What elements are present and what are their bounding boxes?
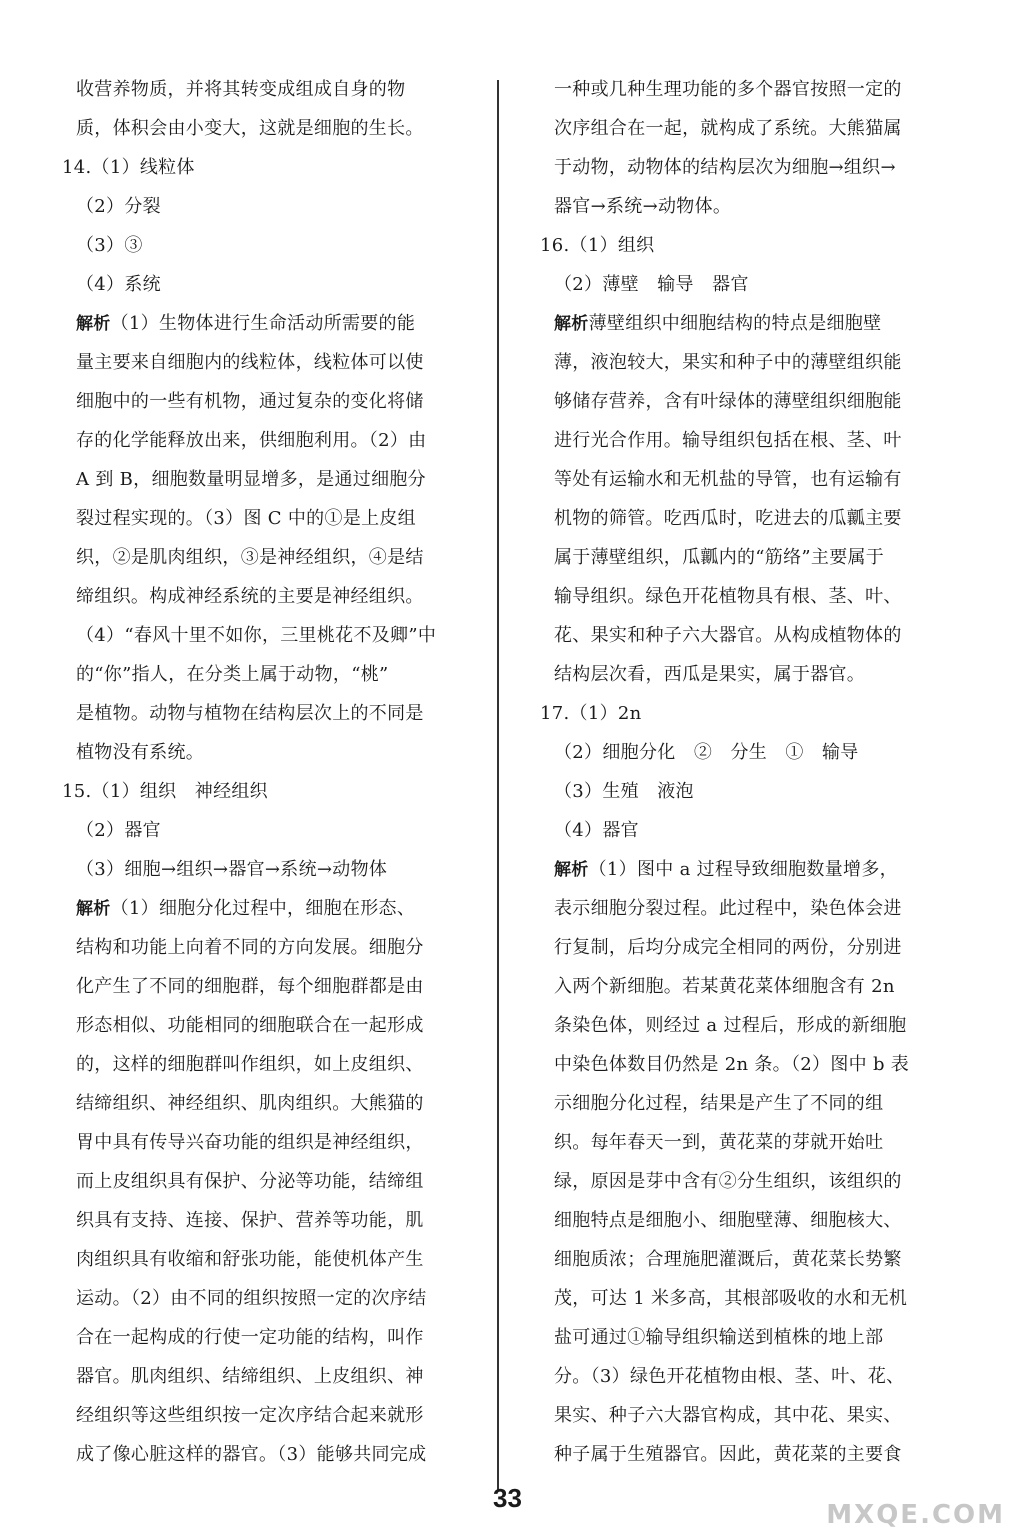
line-text: 花、果实和种子六大器官。从构成植物体的 — [554, 625, 902, 646]
line-text: A 到 B，细胞数量明显增多，是通过细胞分 — [76, 469, 426, 490]
text-line — [62, 226, 467, 265]
line-text: 器官。肌肉组织、结缔组织、上皮组织、神 — [76, 1366, 424, 1387]
text-line — [62, 1435, 467, 1474]
line-text: 盐可通过①输导组织输送到植株的地上部 — [554, 1327, 884, 1348]
line-text: 缔组织。构成神经系统的主要是神经组织。 — [76, 586, 424, 607]
text-line — [540, 655, 965, 694]
line-text: 合在一起构成的行使一定功能的结构，叫作 — [76, 1327, 424, 1348]
text-line — [62, 265, 467, 304]
line-text: 于动物，动物体的结构层次为细胞→组织→ — [554, 157, 896, 178]
line-text: 织具有支持、连接、保护、营养等功能，肌 — [76, 1210, 424, 1231]
line-text: 薄，液泡较大，果实和种子中的薄壁组织能 — [554, 352, 902, 373]
line-text: （4）器官 — [554, 820, 639, 841]
text-line — [62, 850, 467, 889]
line-text: 植物没有系统。 — [76, 742, 205, 763]
text-line — [62, 382, 467, 421]
text-line — [540, 1084, 965, 1123]
text-line — [62, 772, 467, 811]
text-line — [62, 538, 467, 577]
text-line — [540, 109, 965, 148]
text-line — [540, 1357, 965, 1396]
line-text: （1）生物体进行生命活动所需要的能 — [110, 313, 416, 334]
line-text: （1）细胞分化过程中，细胞在形态、 — [110, 898, 416, 919]
text-line — [540, 1045, 965, 1084]
text-line — [540, 538, 965, 577]
text-line — [62, 499, 467, 538]
text-line — [540, 460, 965, 499]
line-text: 等处有运输水和无机盐的导管，也有运输有 — [554, 469, 902, 490]
text-line — [540, 616, 965, 655]
analysis-label: 解析 — [554, 860, 589, 880]
line-text: 入两个新细胞。若某黄花菜体细胞含有 2n — [554, 976, 895, 997]
line-text: （1）图中 a 过程导致细胞数量增多， — [588, 859, 898, 880]
text-line — [62, 1045, 467, 1084]
line-text: 17.（1）2n — [540, 703, 642, 724]
text-line — [540, 187, 965, 226]
line-text: 一种或几种生理功能的多个器官按照一定的 — [554, 79, 902, 100]
line-text: 化产生了不同的细胞群，每个细胞群都是由 — [76, 976, 424, 997]
line-text: 结构和功能上向着不同的方向发展。细胞分 — [76, 937, 424, 958]
line-text: （2）薄壁 输导 器官 — [554, 274, 749, 295]
text-line — [62, 1084, 467, 1123]
analysis-label: 解析 — [76, 314, 111, 334]
line-text: 经组织等这些组织按一定次序结合起来就形 — [76, 1405, 424, 1426]
line-text: 种子属于生殖器官。因此，黄花菜的主要食 — [554, 1444, 902, 1465]
text-line — [540, 577, 965, 616]
text-line — [540, 421, 965, 460]
text-line — [62, 616, 467, 655]
right-column — [540, 70, 965, 1474]
text-line — [540, 850, 965, 889]
line-text: 存的化学能释放出来，供细胞利用。（2）由 — [76, 430, 427, 451]
line-text: 量主要来自细胞内的线粒体，线粒体可以使 — [76, 352, 424, 373]
line-text: （3）细胞→组织→器官→系统→动物体 — [76, 859, 388, 880]
line-text: 器官→系统→动物体。 — [554, 196, 732, 217]
watermark-logo: MXQE.COM — [826, 1500, 1005, 1530]
text-line — [540, 1006, 965, 1045]
text-line — [62, 1201, 467, 1240]
text-line — [540, 265, 965, 304]
analysis-label: 解析 — [554, 314, 589, 334]
text-line — [540, 772, 965, 811]
text-line — [540, 226, 965, 265]
text-line — [540, 889, 965, 928]
line-text: 表示细胞分裂过程。此过程中，染色体会进 — [554, 898, 902, 919]
text-line — [540, 1396, 965, 1435]
line-text: （4）系统 — [76, 274, 161, 295]
line-text: 织，②是肌肉组织，③是神经组织，④是结 — [76, 547, 424, 568]
line-text: 肉组织具有收缩和舒张功能，能使机体产生 — [76, 1249, 424, 1270]
line-text: 质，体积会由小变大，这就是细胞的生长。 — [76, 118, 424, 139]
text-line — [540, 148, 965, 187]
line-text: （2）分裂 — [76, 196, 161, 217]
line-text: （2）器官 — [76, 820, 161, 841]
text-line — [62, 109, 467, 148]
text-line — [540, 70, 965, 109]
line-text: 成了像心脏这样的器官。（3）能够共同完成 — [76, 1444, 427, 1465]
text-line — [540, 1318, 965, 1357]
text-line — [62, 148, 467, 187]
text-line — [62, 1279, 467, 1318]
text-line — [62, 889, 467, 928]
line-text: （4）“春风十里不如你，三里桃花不及卿”中 — [76, 625, 437, 646]
line-text: 果实、种子六大器官构成，其中花、果实、 — [554, 1405, 902, 1426]
line-text: 行复制，后均分成完全相同的两份，分别进 — [554, 937, 902, 958]
text-line — [62, 1318, 467, 1357]
text-line — [540, 1279, 965, 1318]
line-text: 裂过程实现的。（3）图 C 中的①是上皮组 — [76, 508, 416, 529]
line-text: 细胞质浓；合理施肥灌溉后，黄花菜长势繁 — [554, 1249, 902, 1270]
line-text: 而上皮组织具有保护、分泌等功能，结缔组 — [76, 1171, 424, 1192]
text-line — [540, 1201, 965, 1240]
line-text: 运动。（2）由不同的组织按照一定的次序结 — [76, 1288, 427, 1309]
text-line — [540, 499, 965, 538]
text-line — [62, 1006, 467, 1045]
text-line — [540, 304, 965, 343]
text-line — [540, 1435, 965, 1474]
text-line — [62, 1396, 467, 1435]
text-line — [540, 967, 965, 1006]
line-text: 输导组织。绿色开花植物具有根、茎、叶、 — [554, 586, 902, 607]
line-text: 15.（1）组织 神经组织 — [62, 781, 268, 802]
line-text: 中染色体数目仍然是 2n 条。（2）图中 b 表 — [554, 1054, 910, 1075]
line-text: 次序组合在一起，就构成了系统。大熊猫属 — [554, 118, 902, 139]
line-text: 结构层次看，西瓜是果实，属于器官。 — [554, 664, 866, 685]
text-line — [540, 733, 965, 772]
line-text: 示细胞分化过程，结果是产生了不同的组 — [554, 1093, 884, 1114]
text-line — [62, 655, 467, 694]
text-line — [62, 421, 467, 460]
line-text: 够储存营养，含有叶绿体的薄壁组织细胞能 — [554, 391, 902, 412]
line-text: 进行光合作用。输导组织包括在根、茎、叶 — [554, 430, 902, 451]
text-line — [62, 733, 467, 772]
line-text: 织。每年春天一到，黄花菜的芽就开始吐 — [554, 1132, 884, 1153]
text-line — [540, 694, 965, 733]
line-text: 细胞特点是细胞小、细胞壁薄、细胞核大、 — [554, 1210, 902, 1231]
line-text: 细胞中的一些有机物，通过复杂的变化将储 — [76, 391, 424, 412]
text-line — [540, 811, 965, 850]
text-line — [62, 967, 467, 1006]
left-column — [62, 70, 467, 1474]
line-text: 属于薄壁组织，瓜瓤内的“筋络”主要属于 — [554, 547, 885, 568]
text-line — [62, 811, 467, 850]
line-text: 分。（3）绿色开花植物由根、茎、叶、花、 — [554, 1366, 905, 1387]
line-text: （3）③ — [76, 235, 143, 256]
analysis-label: 解析 — [76, 899, 111, 919]
text-line — [62, 1123, 467, 1162]
line-text: 16.（1）组织 — [540, 235, 655, 256]
text-line — [540, 1240, 965, 1279]
text-line — [62, 70, 467, 109]
line-text: 是植物。动物与植物在结构层次上的不同是 — [76, 703, 424, 724]
text-line — [62, 1357, 467, 1396]
line-text: 形态相似、功能相同的细胞联合在一起形成 — [76, 1015, 424, 1036]
line-text: 结缔组织、神经组织、肌肉组织。大熊猫的 — [76, 1093, 424, 1114]
text-line — [540, 928, 965, 967]
column-divider — [497, 80, 499, 1490]
line-text: 茂，可达 1 米多高，其根部吸收的水和无机 — [554, 1288, 908, 1309]
line-text: 收营养物质，并将其转变成组成自身的物 — [76, 79, 406, 100]
text-line — [62, 343, 467, 382]
line-text: 的，这样的细胞群叫作组织，如上皮组织、 — [76, 1054, 424, 1075]
line-text: 胃中具有传导兴奋功能的组织是神经组织， — [76, 1132, 424, 1153]
line-text: 条染色体，则经过 a 过程后，形成的新细胞 — [554, 1015, 907, 1036]
text-line — [540, 343, 965, 382]
line-text: 薄壁组织中细胞结构的特点是细胞壁 — [588, 313, 882, 334]
text-line — [62, 460, 467, 499]
text-line — [62, 304, 467, 343]
text-line — [540, 1123, 965, 1162]
text-line — [62, 577, 467, 616]
text-line — [62, 1240, 467, 1279]
line-text: （2）细胞分化 ② 分生 ① 输导 — [554, 742, 859, 763]
line-text: （3）生殖 液泡 — [554, 781, 694, 802]
text-line — [540, 382, 965, 421]
line-text: 的“你”指人，在分类上属于动物，“桃” — [76, 664, 389, 685]
text-line — [62, 1162, 467, 1201]
line-text: 机物的筛管。吃西瓜时，吃进去的瓜瓤主要 — [554, 508, 902, 529]
text-line — [62, 694, 467, 733]
text-line — [540, 1162, 965, 1201]
page-number: 33 — [493, 1483, 522, 1513]
line-text: 14.（1）线粒体 — [62, 157, 195, 178]
line-text: 绿，原因是芽中含有②分生组织，该组织的 — [554, 1171, 902, 1192]
text-line — [62, 928, 467, 967]
text-line — [62, 187, 467, 226]
